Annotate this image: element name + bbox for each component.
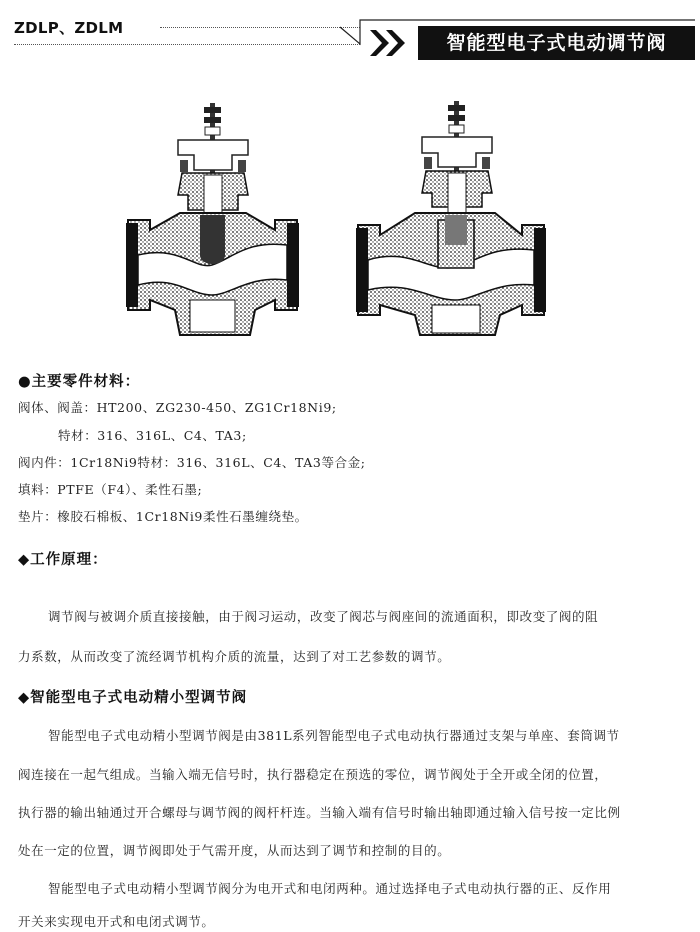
intro-line: 处在一定的位置，调节阀即处于气需开度，从而达到了调节和控制的目的。 bbox=[18, 843, 451, 858]
chevron-right-icon bbox=[370, 30, 389, 56]
materials-line: 阀内件：1Cr18Ni9特材：316、316L、C4、TA3等合金; bbox=[18, 455, 366, 470]
principle-line: 调节阀与被调介质直接接触，由于阀习运动，改变了阀芯与阀座间的流通面积，即改变了阀的阻 bbox=[48, 609, 599, 624]
intro-line: 阀连接在一起气组成。当输入端无信号时，执行器稳定在预选的零位，调节阀处于全开或全闭的位置， bbox=[18, 767, 608, 782]
materials-line: 特材：316、316L、C4、TA3; bbox=[58, 428, 247, 443]
materials-heading: ●主要零件材料： bbox=[18, 374, 141, 390]
intro-line: 执行器的输出轴通过开合螺母与调节阀的阀杆杆连。当输入端有信号时输出轴即通过输入信号按一定比例 bbox=[18, 805, 621, 820]
intro-line: 智能型电子式电动精小型调节阀是由381L系列智能型电子式电动执行器通过支架与单座、套筒调节 bbox=[48, 728, 620, 743]
principle-heading: ◆工作原理： bbox=[18, 552, 108, 568]
principle-line: 力系数，从而改变了流经调节机构介质的流量，达到了对工艺参数的调节。 bbox=[18, 649, 451, 664]
intro-heading: ◆智能型电子式电动精小型调节阀 bbox=[18, 690, 248, 706]
page-title: 智能型电子式电动调节阀 bbox=[446, 32, 667, 54]
materials-line: 垫片：橡胶石棉板、1Cr18Ni9柔性石墨缠绕垫。 bbox=[18, 509, 308, 524]
model-code: ZDLP、ZDLM bbox=[14, 19, 124, 37]
intro-line: 智能型电子式电动精小型调节阀分为电开式和电闭两种。通过选择电子式电动执行器的正、反作用 bbox=[48, 881, 612, 896]
valve-section-drawing-left bbox=[120, 95, 305, 340]
materials-line: 填料：PTFE（F4）、柔性石墨; bbox=[18, 482, 203, 497]
intro-line: 开关来实现电开式和电闭式调节。 bbox=[18, 914, 215, 929]
materials-line: 阀体、阀盖：HT200、ZG230-450、ZG1Cr18Ni9; bbox=[18, 400, 337, 415]
valve-section-drawing-right bbox=[350, 95, 550, 340]
